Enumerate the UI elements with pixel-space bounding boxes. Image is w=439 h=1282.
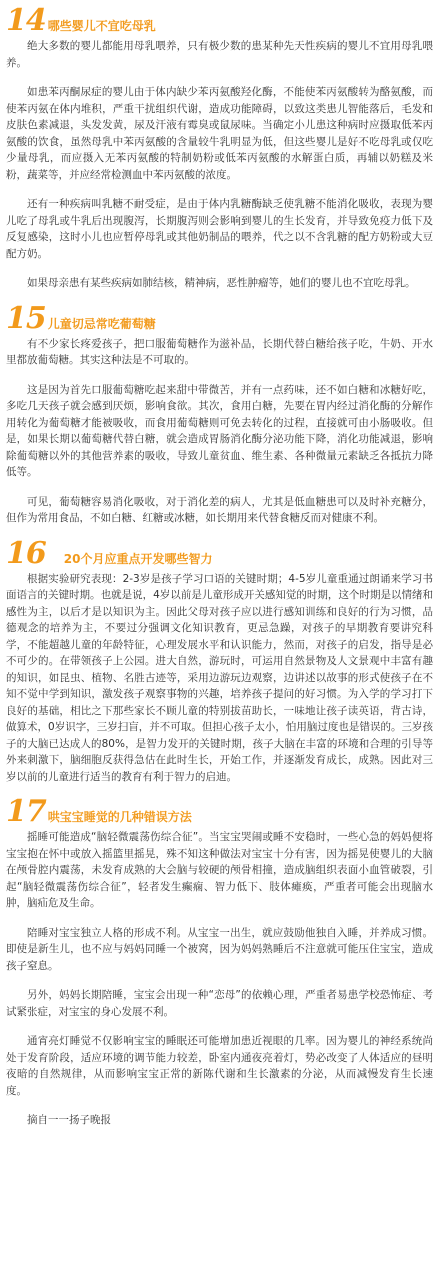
source-credit: 摘自一一扬子晚报 [27, 1114, 111, 1126]
section-17 [6, 793, 433, 1099]
section-number: 15 [6, 300, 46, 336]
paragraph: 摇睡可能造成“脑轻微震荡伤综合征”。当宝宝哭闹或睡不安稳时，一些心急的妈妈便将宝宝抱在怀中或放入摇篮里摇晃，殊不知这种做法对宝宝十分有害，因为摇晃使婴儿的大脑在颅骨腔内震荡，未发育成熟的大会脑与较硬的颅骨相撞，造成脑组织表面小血管破裂，引起“脑轻微震荡伤综合征”，轻者发生癫痫、智力低下、肢体瘫痪，严重者可能会出现脑水肿，脑疝危及生命。 [6, 831, 433, 909]
section-title: 哄宝宝睡觉的几种错误方法 [47, 810, 192, 824]
section-title: 哪些婴儿不宜吃母乳 [47, 19, 156, 33]
section-title: 20个月应重点开发哪些智力 [63, 551, 213, 566]
section-14 [6, 2, 433, 292]
section-heading [6, 535, 433, 569]
paragraph: 这是因为首先口服葡萄糖吃起来甜中带微苦，并有一点药味，还不如白糖和冰糖好吃，多吃几天孩子就会感到厌烦，影响食欲。其次，食用白糖，先要在胃内经过消化酶的分解作用转化为葡萄糖才能被吸收，而食用葡萄糖则可免去转化的过程，直接就可由小肠吸收。但是，如果长期以葡萄糖代替白糖，就会造成胃肠消化酶分泌功能下降，消化功能减退，影响除葡萄糖以外的其他营养素的吸收，导致儿童贫血、维生素、各种微量元素缺乏各抵抗力降低等。 [6, 383, 433, 478]
section-number: 16 [6, 535, 46, 571]
section-number: 17 [6, 794, 46, 829]
section-heading [6, 793, 433, 827]
paragraph: 如果母亲患有某些疾病如肺结核，精神病，恶性肿瘤等，她们的婴儿也不宜吃母乳。 [27, 277, 416, 289]
section-number: 14 [6, 3, 46, 38]
paragraph: 可见，葡萄糖容易消化吸收，对于消化差的病人，尤其是低血糖患可以及时补充糖分，但作为常用食品，不如白糖、红糖或冰糖，如长期用来代替食糖反而对健康不利。 [6, 495, 433, 524]
paragraph: 根据实验研究表现：2-3岁是孩子学习口语的关键时期；4-5岁儿童重通过朗诵来学习书面语言的关键时期。也就是说，4岁以前是儿童形成开关感知觉的时期，这个时期是以情绪和感性为主，以后才是以知识为主。因此父母对孩子应以进行感知训练和良好的行为习惯，品德观念的培养为主，不要过分强调文化知识教育，更忌急躁，对孩子的早期教育要讲究科学，不能超越儿童的年龄特征，心理发展水平和认识能力，然而，对孩子的启发，指导是必不可少的。在带领孩子上公园。进大自然，游玩时，可运用自然景物及人文景观中丰富有趣的知识，如昆虫、植物、名胜古迹等，采用边游玩边观察，边讲述以故事的形式使孩子在不知不觉中学到知识，激发孩子观察事物的兴趣，培养孩子提问的好习惯。为入学的学习打下良好的基础，相比之下那些家长不顾儿童的特别拔苗助长，一味地让孩子读英语，背古诗，做算术，0岁识字，三岁扫盲，并不可取。但担心孩子太小，怕用脑过度也是错误的。三岁孩子的大脑已达成人的80%，是智力发开的关键时期，孩子大脑在丰富的环境和合理的引导等外来刺激下，脑细胞反获得急估在此时生长，开始工作，并逐渐发育成长，成熟。因此对三岁以前的儿童进行适当的教育有利于智力的启迪。 [6, 572, 433, 783]
section-heading [6, 2, 433, 36]
paragraph: 另外，妈妈长期陪睡，宝宝会出现一种“恋母”的依赖心理，严重者易患学校恐怖症、考试紧张症，对宝宝的身心发展不利。 [6, 989, 433, 1018]
section-heading [6, 300, 433, 334]
paragraph: 陪睡对宝宝独立人格的形成不利。从宝宝一出生，就应鼓励他独自入睡，并养成习惯。即使是新生儿，也不应与妈妈同睡一个被窝，因为妈妈熟睡后不注意就可能压住宝宝，造成孩子窒息。 [6, 926, 433, 972]
paragraph: 绝大多数的婴儿都能用母乳喂养，只有极少数的患某种先天性疾病的婴儿不宜用母乳喂养。 [6, 40, 433, 69]
paragraph: 有不少家长疼爱孩子，把口服葡萄糖作为滋补品，长期代替白糖给孩子吃，牛奶、开水里都放葡萄糖。其实这种法是不可取的。 [6, 337, 433, 366]
paragraph: 通宵亮灯睡觉不仅影响宝宝的睡眠还可能增加患近视眼的几率。因为婴儿的神经系统尚处于发育阶段，适应环境的调节能力较差，卧室内通夜亮着灯，势必改变了人体适应的昼明夜暗的自然规律，从而影响宝宝正常的新陈代谢和生长激素的分泌，从而减慢发育生长速度。 [6, 1035, 433, 1097]
section-16 [6, 535, 433, 786]
section-15 [6, 300, 433, 527]
paragraph: 如患苯丙酮尿症的婴儿由于体内缺少苯丙氨酸羟化酶，不能使苯丙氨酸转为酪氨酸，而使苯丙氨在体内堆积，严重干扰组织代谢，造成功能障碍，以致这类患儿智能落后，毛发和皮肤色素减退，头发发黄，尿及汗液有霉臭或鼠尿味。当确定小儿患这种病时应摄取低苯丙氨酸的饮食，虽然母乳中苯丙氨酸的含量较牛乳明显为低，但这些婴儿是好不吃母乳或仅吃少量母乳，而应摄入无苯丙氨酸的特制奶粉或低苯丙氨酸的水解蛋白质，再辅以奶糕及米粉，蔬菜等，并应经常检测血中苯丙氨酸的浓度。 [6, 86, 433, 181]
section-title: 儿童切忌常吃葡萄糖 [47, 316, 156, 331]
paragraph: 还有一种疾病叫乳糖不耐受症，是由于体内乳糖酶缺乏使乳糖不能消化吸收，表现为婴儿吃了母乳或牛乳后出现腹泻，长期腹泻则会影响到婴儿的生长发育，并导致免疫力低下及反复感染，这时小儿也应暂停母乳或其他奶制品的喂养，代之以不含乳糖的配方奶粉或大豆配方奶。 [6, 198, 433, 260]
